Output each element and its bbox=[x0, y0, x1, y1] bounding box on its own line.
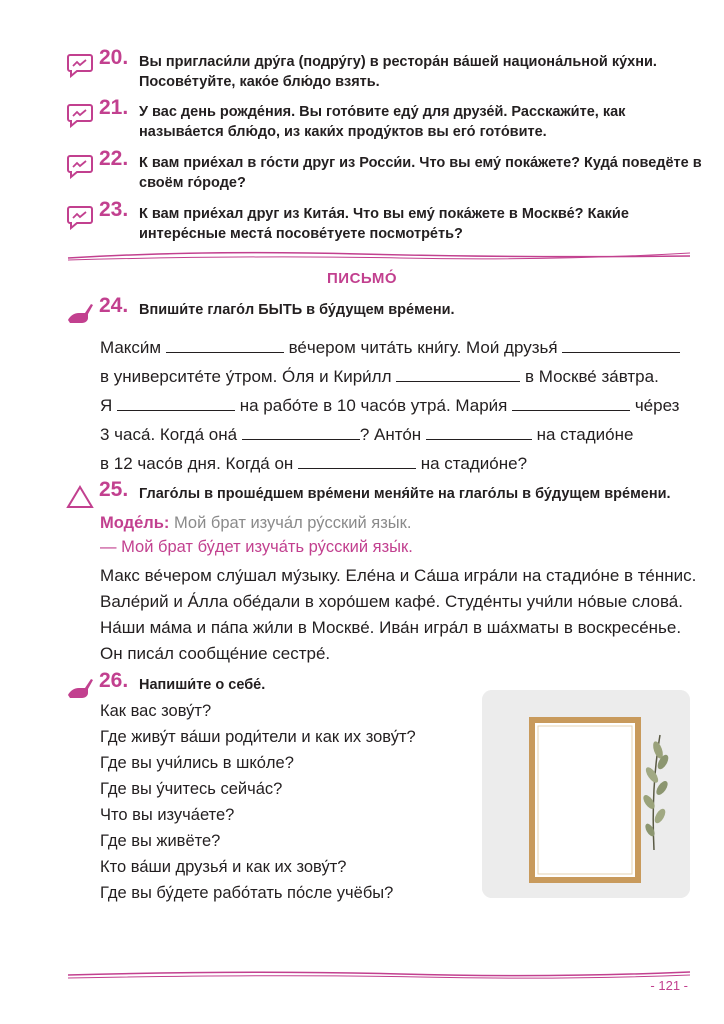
text-fragment: Макси́м bbox=[100, 338, 166, 357]
text-fragment: в 12 часо́в дня. Когда́ он bbox=[100, 454, 299, 473]
task-number: 20. bbox=[99, 46, 129, 69]
text-fragment: 3 часа́. Когда́ она́ bbox=[100, 425, 242, 444]
task-number: 23. bbox=[99, 198, 129, 221]
question: Кто ва́ши друзья́ и как их зову́т? bbox=[100, 858, 347, 876]
text-fragment: в университе́те у́тром. О́ля и Кири́лл bbox=[100, 367, 397, 386]
text-fragment: Я bbox=[100, 396, 117, 415]
question: Как вас зову́т? bbox=[100, 702, 212, 720]
page-number: - 121 - bbox=[650, 978, 688, 993]
exercise-line: На́ши ма́ма и па́па жи́ли в Москве́. Ива́н игра́л в ша́хматы в воскресе́нье. bbox=[100, 618, 682, 637]
task-number: 25. bbox=[99, 478, 129, 501]
exercise-line: Вале́рий и А́лла обе́дали в хоро́шем кафе́. Студе́нты учи́ли но́вые слова́. bbox=[100, 592, 683, 611]
model-example-2: — Мой брат бу́дет изуча́ть ру́сский язы́к. bbox=[100, 538, 413, 556]
question: Что вы изуча́ете? bbox=[100, 806, 235, 824]
model-sentence: Мой брат изуча́л ру́сский язы́к. bbox=[169, 514, 412, 532]
text-fragment: в Москве́ за́втра. bbox=[520, 367, 659, 386]
task-text: К вам прие́хал друг из Кита́я. Что вы ему́ пока́жете в Москве́? Каки́е интере́сные места́ посове́туете посмотре́ть? bbox=[139, 206, 629, 242]
task-text: У вас день рожде́ния. Вы гото́вите еду́ для друзе́й. Расскажи́те, как называ́ется блю́до, из каки́х проду́ктов вы его́ гото́вите. bbox=[139, 104, 626, 140]
question: Где вы у́читесь сейча́с? bbox=[100, 780, 283, 798]
exercise-line: Макс ве́чером слу́шал му́зыку. Еле́на и Са́ша игра́ли на стадио́не в те́ннис. bbox=[100, 566, 697, 585]
task-text: К вам прие́хал в го́сти друг из Росси́и. Что вы ему́ пока́жете? Куда́ поведёте в своём го́роде? bbox=[139, 155, 702, 191]
text-fragment: на стадио́не bbox=[531, 425, 634, 444]
text-fragment: че́рез bbox=[630, 396, 680, 415]
question: Где вы живёте? bbox=[100, 832, 221, 850]
exercise-line: Он писа́л сообще́ние сестре́. bbox=[100, 644, 331, 663]
task-title: Впиши́те глаго́л БЫТЬ в бу́дущем вре́мени. bbox=[139, 302, 455, 318]
question: Где вы учи́лись в шко́ле? bbox=[100, 754, 294, 772]
text-fragment: на стадио́не? bbox=[416, 454, 528, 473]
question: Где живу́т ва́ши роди́тели и как их зову́т? bbox=[100, 728, 416, 746]
section-heading: ПИСЬМО́ bbox=[327, 270, 397, 287]
model-label: Моде́ль: bbox=[100, 514, 170, 532]
task-number: 21. bbox=[99, 96, 129, 119]
task-title: Глаго́лы в проше́дшем вре́мени меня́йте на глаго́лы в бу́дущем вре́мени. bbox=[139, 486, 671, 502]
text-fragment: ве́чером чита́ть кни́гу. Мои́ друзья́ bbox=[283, 338, 563, 357]
task-number: 24. bbox=[99, 294, 129, 317]
question: Где вы бу́дете рабо́тать по́сле учёбы? bbox=[100, 884, 394, 902]
task-text: Вы пригласи́ли дру́га (подру́гу) в рестора́н ва́шей национа́льной ку́хни. Посове́туйте, како́е блю́до взять. bbox=[139, 54, 657, 90]
task-title: Напиши́те о себе́. bbox=[139, 677, 266, 693]
text-fragment: на рабо́те в 10 часо́в утра́. Мари́я bbox=[235, 396, 513, 415]
task-number: 22. bbox=[99, 147, 129, 170]
task-number: 26. bbox=[99, 669, 129, 692]
text-fragment: ? Анто́н bbox=[359, 425, 426, 444]
